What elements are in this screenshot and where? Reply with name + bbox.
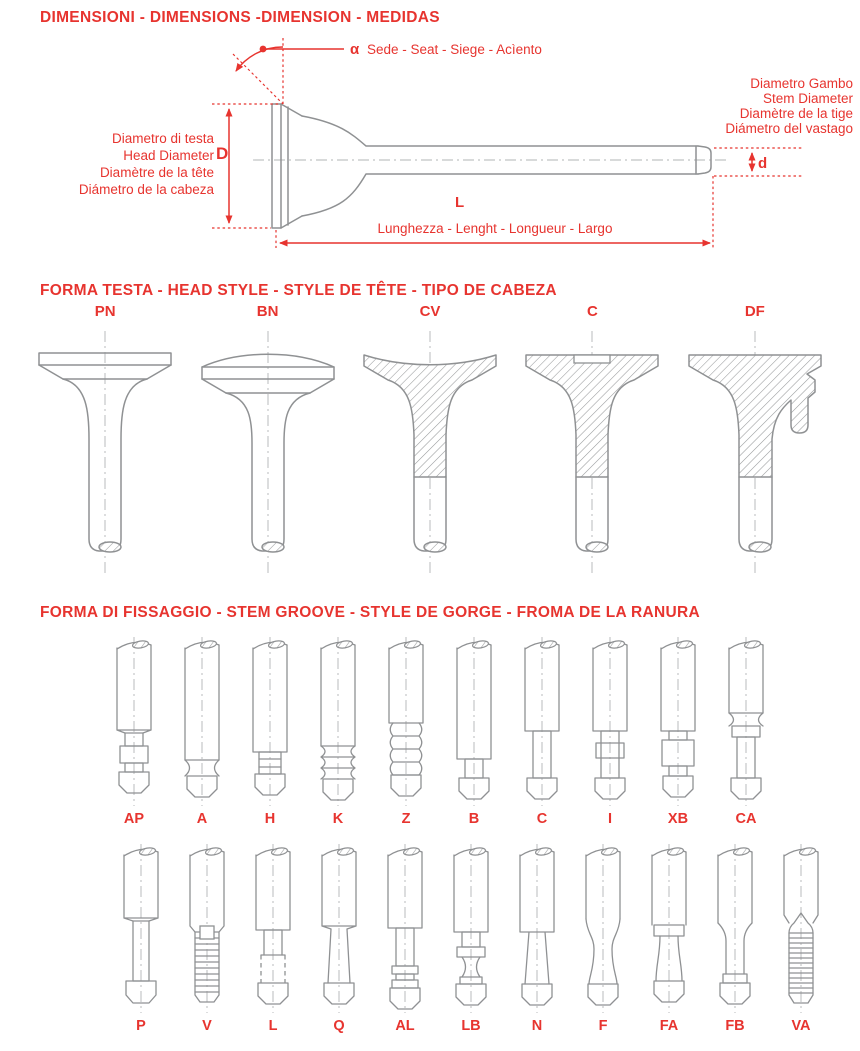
head-drawing-c — [512, 325, 672, 583]
stem-figure-al — [372, 843, 438, 1034]
stem-figure-b — [440, 636, 508, 827]
stem-drawing-k — [305, 636, 371, 808]
stem-label-fa: FA — [659, 1018, 679, 1034]
stem-label-h: H — [264, 811, 276, 827]
section-title-headstyle: FORMA TESTA - HEAD STYLE - STYLE DE TÊTE - TIPO DE CABEZA — [40, 282, 557, 299]
stem-label-p: P — [136, 1018, 146, 1034]
stem-figure-l — [240, 843, 306, 1034]
head-label-bn: BN — [256, 303, 279, 320]
stem-drawing-xb — [645, 636, 711, 808]
seat-angle-dot — [260, 46, 267, 53]
head-label-pn: PN — [94, 303, 116, 320]
head-diameter-line-3: Diamètre de la tête — [99, 165, 214, 180]
stem-figure-f — [570, 843, 636, 1034]
stem-figure-fa — [636, 843, 702, 1034]
head-figure-pn — [24, 303, 186, 583]
stem-figure-v — [174, 843, 240, 1034]
stem-figure-c — [508, 636, 576, 827]
stem-drawing-al — [372, 843, 438, 1015]
section-title-stemgroove: FORMA DI FISSAGGIO - STEM GROOVE - STYLE DE GORGE - FROMA DE LA RANURA — [40, 604, 700, 621]
stem-figure-a — [168, 636, 236, 827]
stem-drawing-c — [509, 636, 575, 808]
stem-figure-ap — [100, 636, 168, 827]
stem-label-q: Q — [333, 1018, 345, 1034]
stem-figure-xb — [644, 636, 712, 827]
stem-drawing-n — [504, 843, 570, 1015]
stem-label-n: N — [531, 1018, 543, 1034]
valve-outline — [253, 104, 728, 228]
stem-groove-row-2 — [108, 843, 832, 1034]
head-diameter-line-1: Diametro di testa — [111, 131, 214, 146]
stem-label-xb: XB — [667, 811, 689, 827]
alpha-symbol: α — [350, 41, 360, 58]
head-label-df: DF — [744, 303, 765, 320]
stem-label-al: AL — [395, 1018, 415, 1034]
stem-drawing-ap — [101, 636, 167, 808]
stem-figure-va — [768, 843, 834, 1034]
stem-label-b: B — [468, 811, 480, 827]
stem-drawing-a — [169, 636, 235, 808]
head-drawing-pn — [25, 325, 185, 583]
stem-label-ca: CA — [735, 811, 757, 827]
head-diameter-line-2: Head Diameter — [123, 148, 214, 163]
stem-figure-h — [236, 636, 304, 827]
stem-figure-lb — [438, 843, 504, 1034]
head-drawing-bn — [188, 325, 348, 583]
head-label-cv: CV — [419, 303, 441, 320]
head-drawing-df — [675, 325, 835, 583]
stem-label-ap: AP — [123, 811, 145, 827]
stem-drawing-v — [174, 843, 240, 1015]
seat-angle-arc — [236, 47, 283, 71]
stem-diameter-symbol: d — [758, 155, 768, 172]
stem-label-fb: FB — [725, 1018, 745, 1034]
stem-groove-row-1 — [100, 636, 780, 827]
stem-drawing-ca — [713, 636, 779, 808]
section-title-dimensions: DIMENSIONI - DIMENSIONS -DIMENSION - MEDIDAS — [40, 9, 440, 26]
head-figure-bn — [186, 303, 348, 583]
stem-diameter-line-1: Diametro Gambo — [750, 76, 853, 91]
stem-figure-q — [306, 843, 372, 1034]
stem-label-a: A — [196, 811, 208, 827]
stem-figure-fb — [702, 843, 768, 1034]
stem-label-z: Z — [401, 811, 411, 827]
stem-drawing-i — [577, 636, 643, 808]
stem-label-f: F — [598, 1018, 608, 1034]
stem-label-v: V — [202, 1018, 212, 1034]
stem-label-va: VA — [791, 1018, 811, 1034]
head-figure-c — [511, 303, 673, 583]
length-symbol: L — [455, 194, 465, 211]
stem-drawing-h — [237, 636, 303, 808]
stem-drawing-lb — [438, 843, 504, 1015]
stem-drawing-fb — [702, 843, 768, 1015]
stem-label-l: L — [268, 1018, 278, 1034]
valve-dimension-diagram — [0, 30, 860, 270]
stem-diameter-line-2: Stem Diameter — [762, 91, 853, 106]
stem-drawing-q — [306, 843, 372, 1015]
stem-figure-ca — [712, 636, 780, 827]
stem-drawing-f — [570, 843, 636, 1015]
stem-drawing-p — [108, 843, 174, 1015]
stem-figure-z — [372, 636, 440, 827]
stem-figure-p — [108, 843, 174, 1034]
stem-label-i: I — [607, 811, 613, 827]
seat-label: Sede - Seat - Siege - Acìento — [367, 42, 542, 57]
stem-figure-n — [504, 843, 570, 1034]
stem-figure-i — [576, 636, 644, 827]
head-diameter-line-4: Diámetro de la cabeza — [78, 182, 214, 197]
stem-drawing-l — [240, 843, 306, 1015]
head-diameter-symbol: D — [216, 144, 229, 163]
stem-label-k: K — [332, 811, 344, 827]
stem-label-lb: LB — [461, 1018, 481, 1034]
head-label-c: C — [587, 303, 598, 320]
head-style-row — [24, 303, 836, 583]
stem-drawing-z — [373, 636, 439, 808]
length-label: Lunghezza - Lenght - Longueur - Largo — [377, 221, 613, 236]
head-figure-df — [674, 303, 836, 583]
head-figure-cv — [349, 303, 511, 583]
stem-diameter-line-4: Diámetro del vastago — [725, 121, 853, 136]
stem-diameter-line-3: Diamètre de la tige — [739, 106, 853, 121]
head-drawing-cv — [350, 325, 510, 583]
stem-drawing-fa — [636, 843, 702, 1015]
stem-figure-k — [304, 636, 372, 827]
stem-drawing-va — [768, 843, 834, 1015]
stem-label-c: C — [536, 811, 548, 827]
stem-drawing-b — [441, 636, 507, 808]
